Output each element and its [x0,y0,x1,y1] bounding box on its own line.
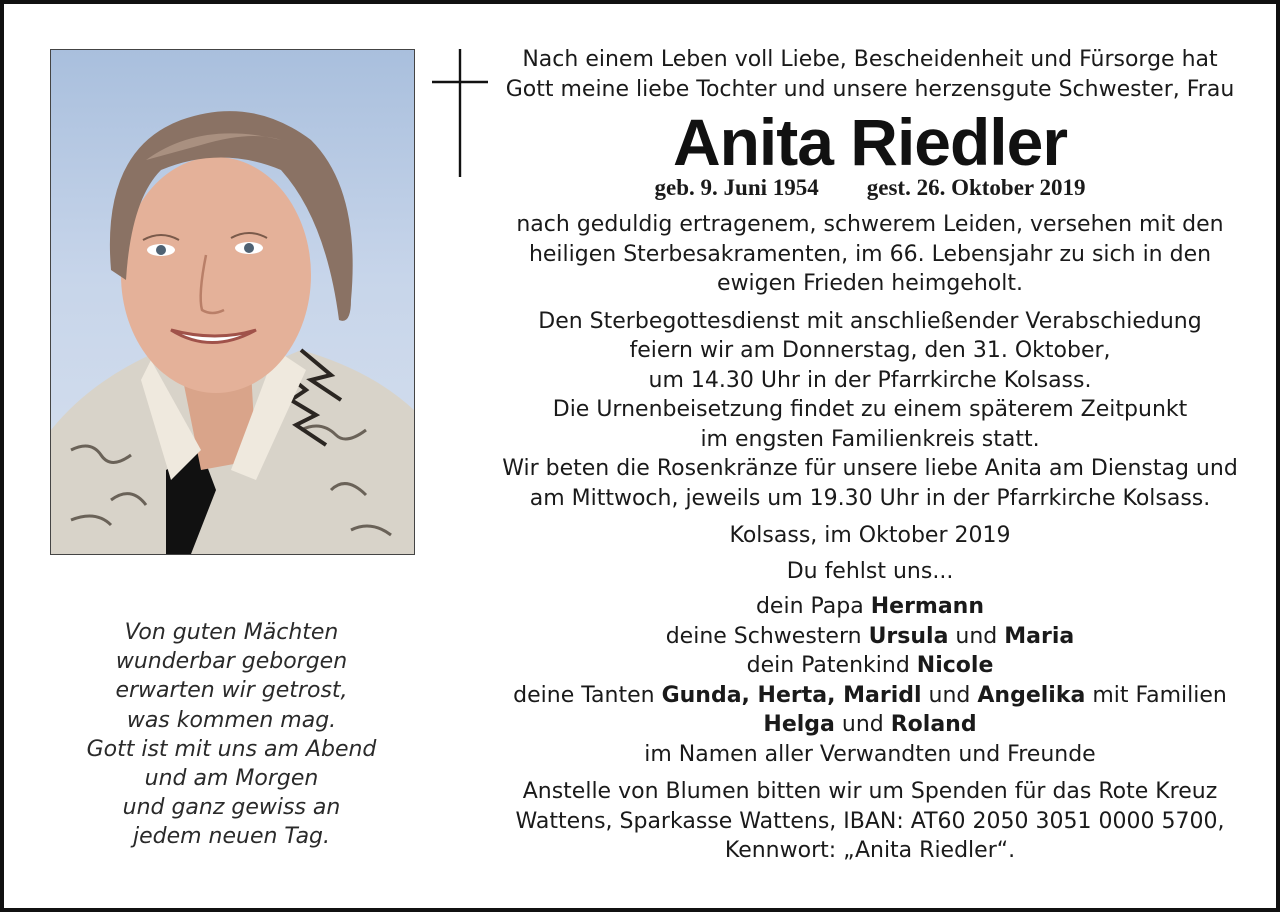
life-dates [494,174,1246,202]
mourner-prefix: dein Patenkind [746,653,910,678]
passing-line: ewigen Frieden heimgeholt. [717,271,1023,296]
mourner-line [494,651,1246,681]
mourner-name: Hermann [870,594,985,619]
mourner-line [494,592,1246,622]
donation-line: Wattens, Sparkasse Wattens, IBAN: AT60 2050 3051 0000 5700, [515,808,1225,834]
portrait-illustration [51,50,414,554]
service-line: um 14.30 Uhr in der Pfarrkirche Kolsass. [648,367,1092,393]
conjunction: und [928,682,971,708]
poem-line: erwarten wir getrost, [115,678,348,704]
cross-icon [432,49,488,177]
poem-line: und ganz gewiss an [122,795,341,821]
intro-line: Nach einem Leben voll Liebe, Bescheidenheit und Fürsorge hat [522,47,1218,72]
mourner-line [494,622,1246,652]
mourner-name: Gunda, Herta, Maridl [661,682,922,708]
poem-line: was kommen mag. [126,707,337,733]
service-line: Den Sterbegottesdienst mit anschließender Verabschiedung [538,308,1202,334]
service-line: im engsten Familienkreis statt. [700,426,1040,452]
mourner-prefix: dein Papa [755,594,864,619]
mourner-name: Angelika [977,682,1086,708]
mourner-name: Ursula [868,623,949,649]
conjunction: und [841,712,884,737]
portrait-photo [50,49,415,555]
poem-line: jedem neuen Tag. [132,824,331,850]
service-line: Die Urnenbeisetzung findet zu einem späterem Zeitpunkt [552,397,1188,422]
poem-line: Von guten Mächten [124,620,339,645]
mourner-line [494,681,1246,711]
mourner-prefix: deine Tanten [513,682,655,708]
mourner-name: Maria [1004,623,1075,649]
conjunction: und [955,623,998,649]
place-date: Kolsass, im Oktober 2019 [729,523,1011,548]
missing-line: Du fehlst uns... [786,558,954,584]
poem-line: und am Morgen [144,766,319,792]
service-line: am Mittwoch, jeweils um 19.30 Uhr in der Pfarrkirche Kolsass. [529,485,1211,511]
mourner-closing: im Namen aller Verwandten und Freunde [644,741,1096,767]
intro-line: Gott meine liebe Tochter und unsere herzensgute Schwester, Frau [505,76,1235,102]
service-line: feiern wir am Donnerstag, den 31. Oktober, [629,338,1111,363]
obituary-text [494,45,1246,866]
poem [50,618,413,852]
mourner-name: Helga [763,712,835,737]
poem-line: Gott ist mit uns am Abend [86,736,377,762]
donation-line: Kennwort: „Anita Riedler“. [724,838,1016,863]
mourner-suffix: mit Familien [1092,682,1227,708]
deceased-name: Anita Riedler [672,105,1068,179]
mourner-prefix: deine Schwestern [665,623,862,649]
mourner-name: Nicole [916,653,994,678]
passing-line: heiligen Sterbesakramenten, im 66. Lebensjahr zu sich in den [528,241,1212,267]
death-date: gest. 26. Oktober 2019 [866,175,1086,200]
birth-date: geb. 9. Juni 1954 [654,175,819,200]
mourner-name: Roland [890,712,977,737]
donation-line: Anstelle von Blumen bitten wir um Spenden für das Rote Kreuz [522,779,1218,804]
mourner-line [494,710,1246,740]
poem-line: wunderbar geborgen [115,649,348,675]
service-line: Wir beten die Rosenkränze für unsere liebe Anita am Dienstag und [502,456,1238,481]
passing-line: nach geduldig ertragenem, schwerem Leiden, versehen mit den [516,212,1224,237]
